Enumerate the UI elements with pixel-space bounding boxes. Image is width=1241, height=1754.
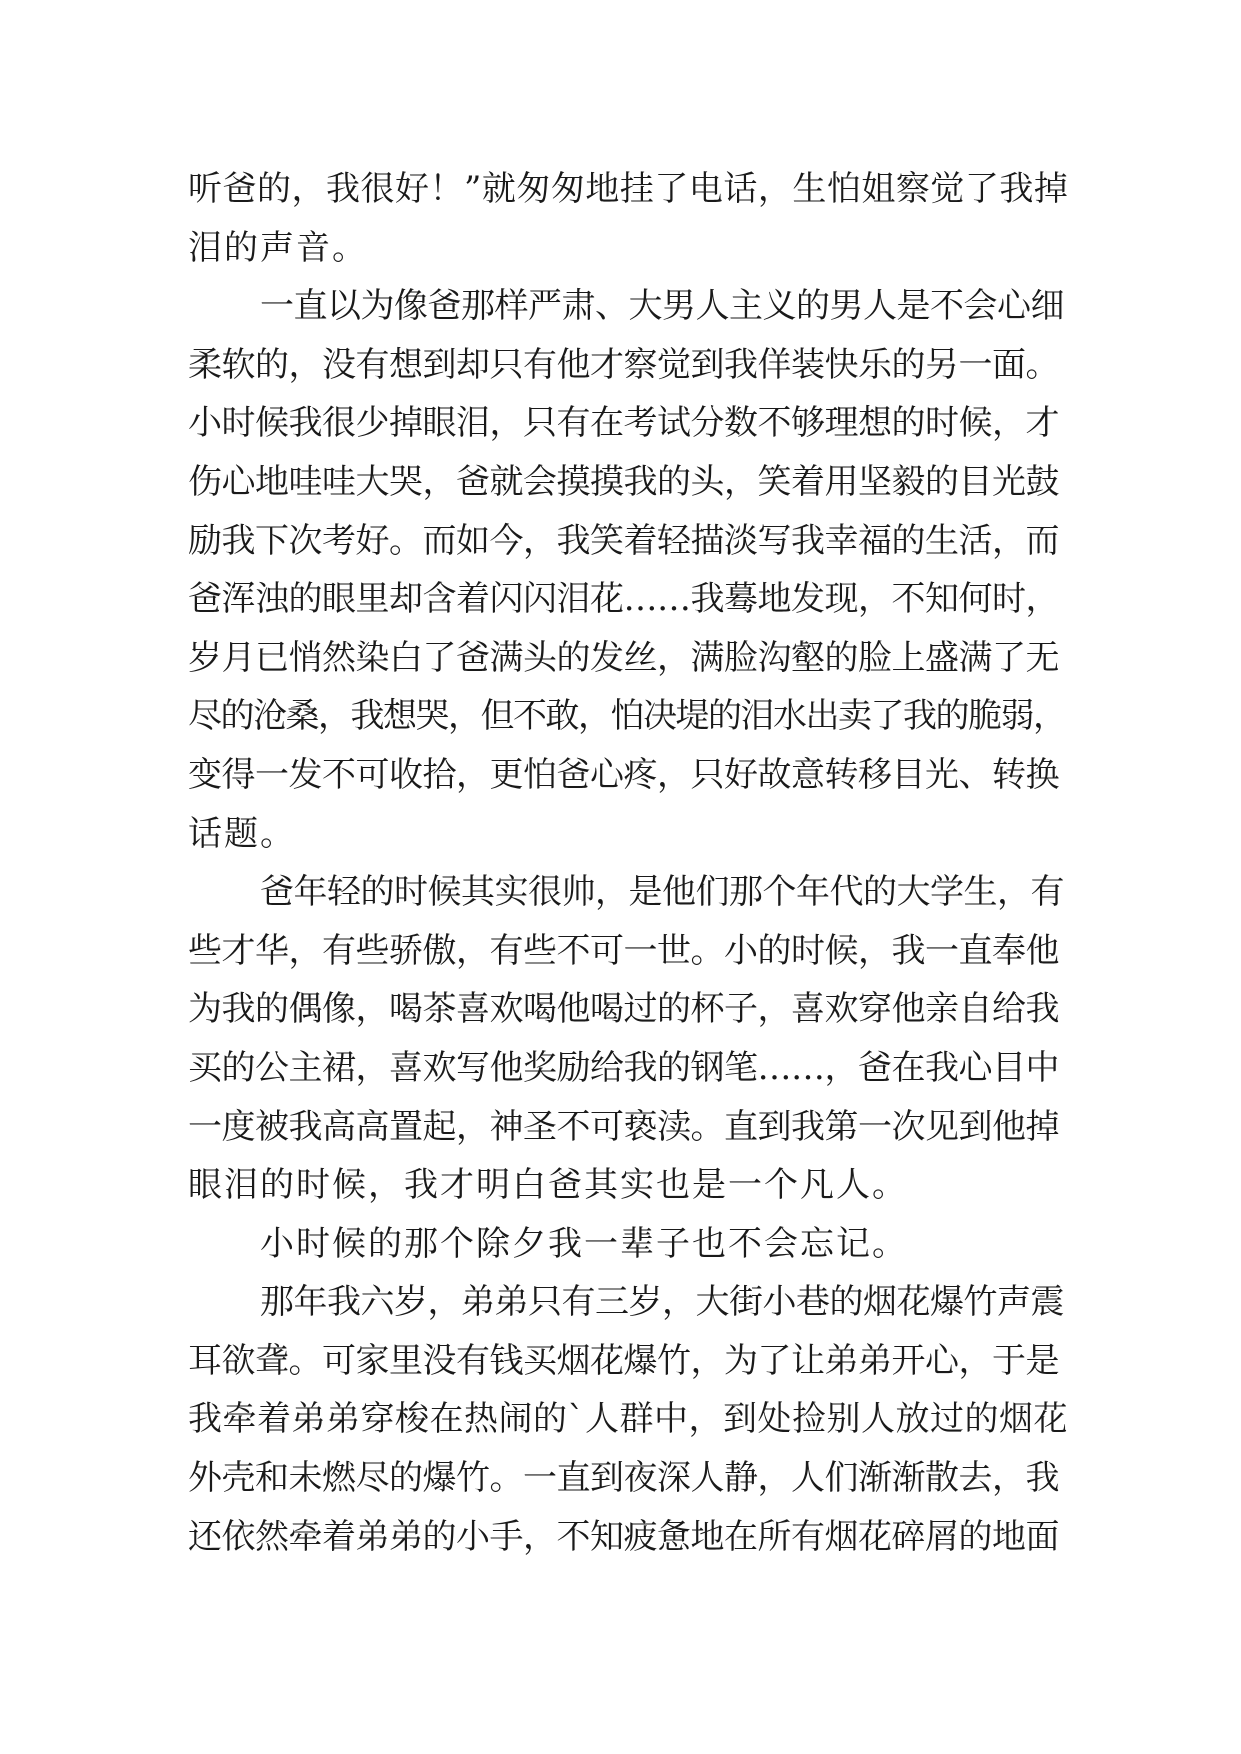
text-line: 变得一发不可收拾，更怕爸心疼，只好故意转移目光、转换 [188, 754, 1059, 795]
text-line: 泪的声音。 [188, 227, 368, 268]
text-line: 话题。 [188, 813, 296, 854]
text-line: 为我的偶像，喝茶喜欢喝他喝过的杯子，喜欢穿他亲自给我 [188, 989, 1059, 1030]
paragraph-start-line: 一直以为像爸那样严肃、大男人主义的男人是不会心细 [260, 286, 1064, 327]
text-line: 小时候我很少掉眼泪，只有在考试分数不够理想的时候，才 [188, 403, 1059, 444]
paragraph-start-line: 小时候的那个除夕我一辈子也不会忘记。 [260, 1223, 908, 1264]
text-line: 还依然牵着弟弟的小手，不知疲惫地在所有烟花碎屑的地面 [188, 1516, 1059, 1557]
paragraph-start-line: 那年我六岁，弟弟只有三岁，大街小巷的烟花爆竹声震 [260, 1282, 1064, 1323]
text-line: 柔软的，没有想到却只有他才察觉到我佯装快乐的另一面。 [188, 344, 1059, 385]
text-line: 我牵着弟弟穿梭在热闹的`人群中，到处捡别人放过的烟花 [188, 1399, 1068, 1440]
text-line: 爸浑浊的眼里却含着闪闪泪花……我蓦地发现，不知何时， [188, 579, 1059, 620]
paragraph-start-line: 爸年轻的时候其实很帅，是他们那个年代的大学生，有 [260, 872, 1064, 913]
text-line: 励我下次考好。而如今，我笑着轻描淡写我幸福的生活，而 [188, 520, 1059, 561]
text-line: 外壳和未燃尽的爆竹。一直到夜深人静，人们渐渐散去，我 [188, 1458, 1059, 1499]
text-line: 些才华，有些骄傲，有些不可一世。小的时候，我一直奉他 [188, 930, 1059, 971]
text-line: 买的公主裙，喜欢写他奖励给我的钢笔……，爸在我心目中 [188, 1047, 1059, 1088]
text-line: 眼泪的时候，我才明白爸其实也是一个凡人。 [188, 1165, 908, 1206]
text-line: 听爸的，我很好！”就匆匆地挂了电话，生怕姐察觉了我掉 [188, 169, 1069, 209]
text-line: 伤心地哇哇大哭，爸就会摸摸我的头，笑着用坚毅的目光鼓 [188, 461, 1059, 502]
text-line: 一度被我高高置起，神圣不可亵渎。直到我第一次见到他掉 [188, 1106, 1059, 1147]
text-line: 耳欲聋。可家里没有钱买烟花爆竹，为了让弟弟开心，于是 [188, 1340, 1059, 1381]
body-text [188, 160, 1068, 1566]
text-line: 尽的沧桑，我想哭，但不敢，怕决堤的泪水出卖了我的脆弱， [188, 696, 1066, 737]
text-line: 岁月已悄然染白了爸满头的发丝，满脸沟壑的脸上盛满了无 [188, 637, 1059, 678]
